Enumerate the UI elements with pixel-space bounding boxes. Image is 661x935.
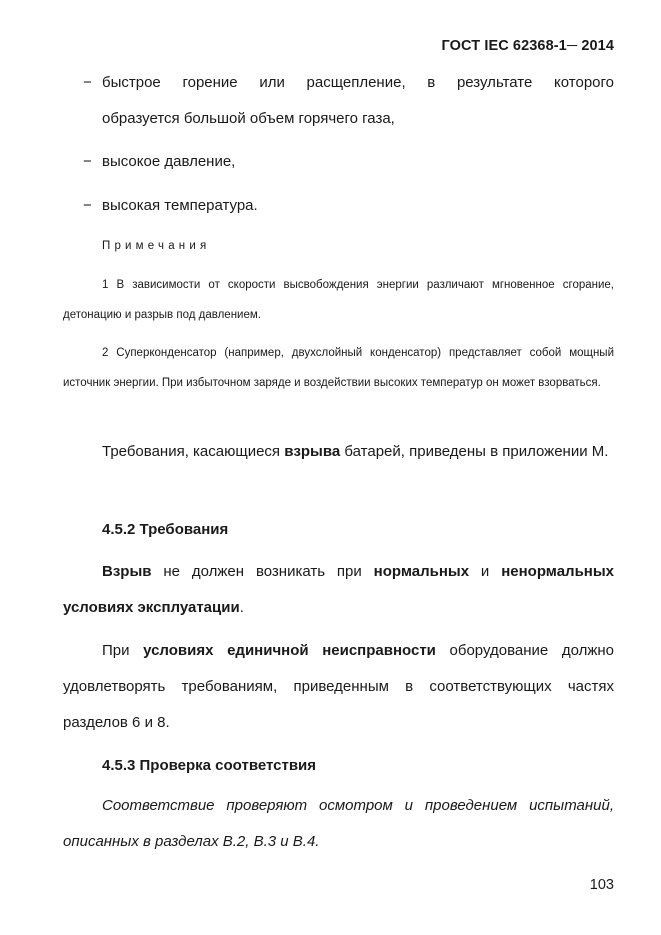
note-1: 1 В зависимости от скорости высвобождения энергии различают мгновенное сгорание, детонацию и разрыв под давлением. [63, 279, 614, 321]
document-code-header: ГОСТ IEC 62368-1─ 2014 [441, 38, 614, 54]
paragraph-requirements-reference: Требования, касающиеся взрыва батарей, приведены в приложении М. [102, 443, 609, 460]
bullet-text-line2: образуется большой объем горячего газа, [102, 110, 395, 127]
term-single-fault-conditions: условиях единичной неисправности [143, 642, 436, 659]
note-2: 2 Суперконденсатор (например, двухслойный конденсатор) представляет собой мощный источник энергии. При избыточном заряде и воздействии высоких температур он может взорваться. [63, 347, 614, 389]
paragraph-explosion-requirement: Взрыв не должен возникать при нормальных и ненормальных условиях эксплуатации. [63, 563, 614, 616]
bullet-item-high-pressure [83, 144, 614, 180]
section-heading-4-5-2: 4.5.2 Требования [102, 521, 229, 538]
page-number: 103 [589, 877, 614, 893]
notes-heading: Примечания [102, 240, 211, 252]
bullet-item-high-temperature [83, 188, 614, 224]
paragraph-compliance-check: Соответствие проверяют осмотром и проведением испытаний, описанных в разделах В.2, В.3 и В.4. [63, 797, 614, 850]
term-explosion: Взрыв [102, 563, 152, 580]
bullet-text: высокая температура. [102, 197, 258, 214]
bullet-dash: − [83, 153, 92, 170]
bullet-text: высокое давление, [102, 153, 236, 170]
bullet-text-line1: быстрое горение или расщепление, в результате которого [102, 74, 614, 91]
bullet-dash: − [83, 197, 92, 214]
term-explosion: взрыва [284, 443, 341, 460]
term-abnormal-operating-conditions: ненормальных условиях эксплуатации [63, 563, 614, 616]
term-normal: нормальных [373, 563, 470, 580]
bullet-dash: − [83, 74, 92, 91]
bullet-item-fast-combustion [83, 65, 614, 137]
paragraph-single-fault-requirement: При условиях единичной неисправности оборудование должно удовлетворять требованиям, приведенным в соответствующих частях разделов 6 и 8. [63, 642, 615, 731]
section-heading-4-5-3: 4.5.3 Проверка соответствия [102, 757, 317, 774]
